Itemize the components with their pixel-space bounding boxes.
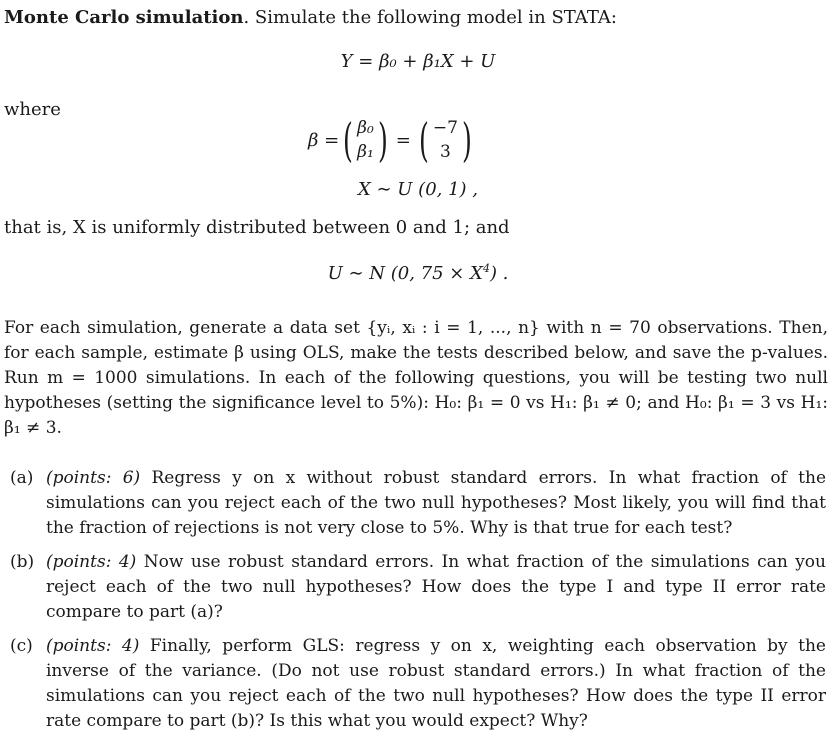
x-distribution: X ∼ U (0, 1) , <box>357 179 479 200</box>
right-paren-2: ) <box>461 113 472 167</box>
question-a <box>10 466 826 541</box>
u-dist-exponent: 4 <box>482 262 490 275</box>
beta-value-vector <box>433 116 458 164</box>
u-distribution <box>0 262 836 286</box>
question-c-label: (c) <box>10 636 33 656</box>
question-b-points: (points: 4) <box>46 552 137 572</box>
beta-0-value: −7 <box>432 118 458 138</box>
beta-0-symbol: β₀ <box>357 118 374 138</box>
question-c-text: Finally, perform GLS: regress y on x, weighting each observation by the inverse of the variance. (Do not use robust standard errors.) In what fraction of the simulations can you reject each of the two null hypotheses? How does the type II error rate compare to part (b)? Is this what you would expect? Why? <box>46 636 826 731</box>
question-c-points: (points: 4) <box>46 636 140 656</box>
beta-1-value: 3 <box>439 142 451 162</box>
beta-equals: = <box>395 129 411 151</box>
intro-line <box>4 6 617 30</box>
beta-lhs: β = <box>308 129 340 151</box>
problem-title-tail: . Simulate the following model in STATA: <box>243 7 617 28</box>
question-a-text: Regress y on x without robust standard errors. In what fraction of the simulations can you reject each of the two null hypotheses? Most likely, you will find that the fraction of rejections is not very close to 5%. Why is that true for each test? <box>46 468 826 538</box>
x-description: that is, X is uniformly distributed between 0 and 1; and <box>4 217 510 238</box>
right-paren-1: ) <box>377 113 388 167</box>
question-a-points: (points: 6) <box>46 468 141 488</box>
instructions-paragraph: For each simulation, generate a data set {yᵢ, xᵢ : i = 1, ..., n} with n = 70 observations. Then, for each sample, estimate β using OLS, make the tests described below, and save the p-values. Run m = 1000 simulations. In each of the following questions, you will be testing two null hypotheses (setting the significance level to 5%): H₀: β₁ = 0 vs H₁: β₁ ≠ 0; and H₀: β₁ = 3 vs H₁: β₁ ≠ 3. <box>4 318 828 438</box>
beta-1-symbol: β₁ <box>357 142 374 162</box>
beta-equation <box>308 112 476 168</box>
where-label: where <box>4 99 61 120</box>
problem-title: Monte Carlo simulation <box>4 7 244 28</box>
u-dist-main: U ∼ N (0, 75 × X <box>327 263 483 284</box>
u-dist-tail: ) . <box>489 263 509 284</box>
model-equation: Y = β₀ + β₁X + U <box>340 51 496 72</box>
question-a-label: (a) <box>10 468 34 488</box>
question-b-text: Now use robust standard errors. In what fraction of the simulations can you reject each of the two null hypotheses? How does the type I and type II error rate compare to part (a)? <box>46 552 826 622</box>
left-paren-2: ( <box>418 113 429 167</box>
question-c <box>10 634 826 734</box>
question-b-label: (b) <box>10 552 35 572</box>
left-paren-1: ( <box>343 113 354 167</box>
beta-symbol-vector <box>357 116 374 164</box>
question-b <box>10 550 826 625</box>
